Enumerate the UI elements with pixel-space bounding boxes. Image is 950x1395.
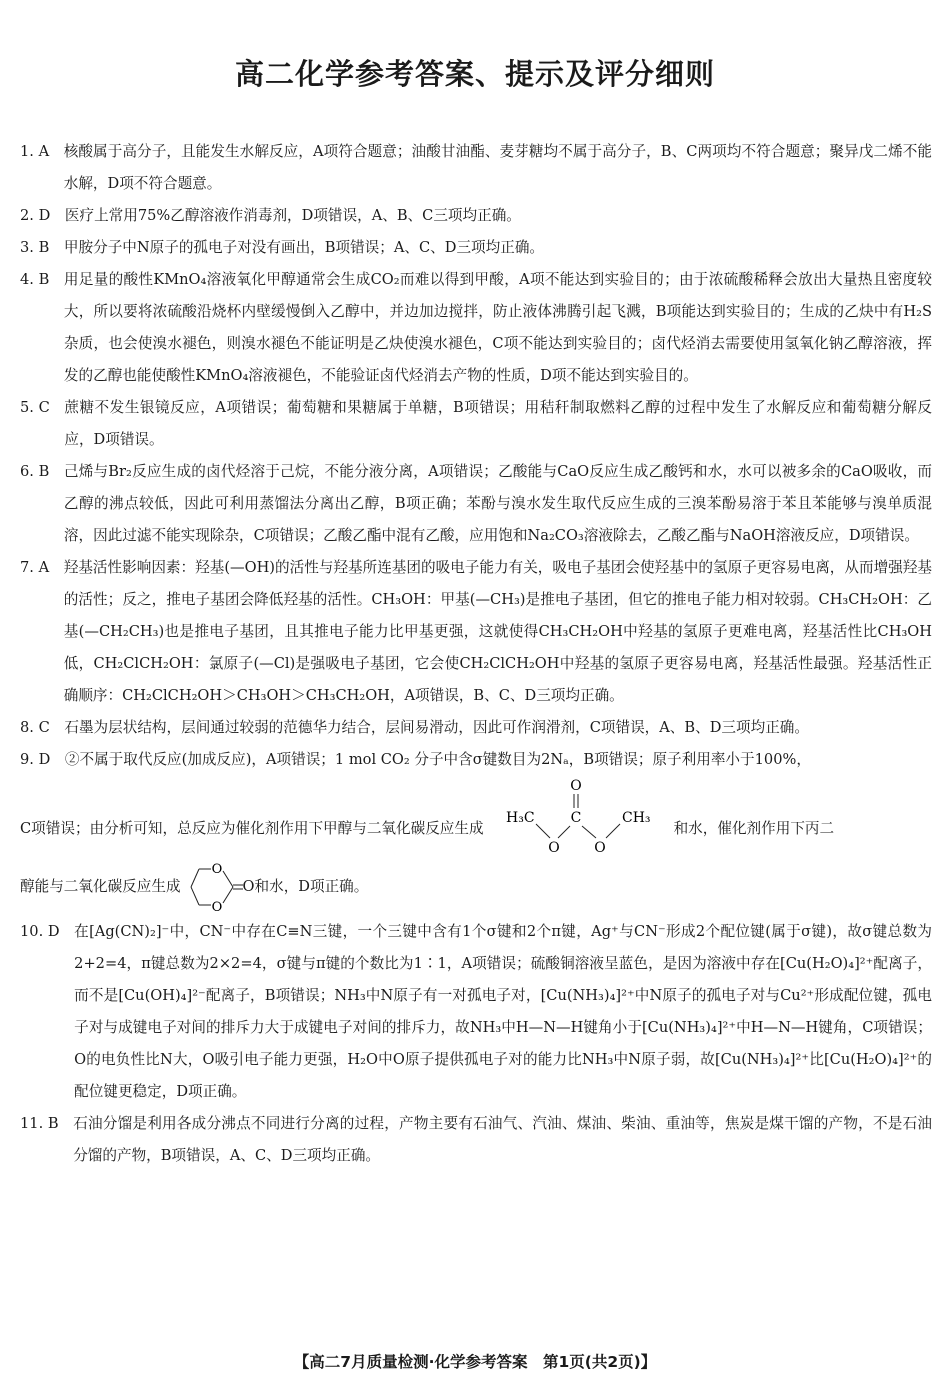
answer-text: 和水，催化剂作用下丙二 — [673, 820, 835, 837]
answer-text: 在[Ag(CN)₂]⁻中，CN⁻中存在C≡N三键，一个三键中含有1个σ键和2个π键，Ag⁺与CN⁻形成2个配位键(属于σ键)，故σ键总数为2+2=4，π键总数为2×2=4，σ键与π键的个数比为1∶1，A项错误；硫酸铜溶液呈蓝色，是因为溶液中存在[Cu(H₂O)₄]²⁺配离子，而不是[Cu(OH)₄]²⁻配离子，B项错误；NH₃中N原子有一对孤电子对，[Cu(NH₃)₄]²⁺中N原子的孤电子对与Cu²⁺形成配位键，孤电子对与成键电子对间的排斥力大于成键电子对间的排斥力，故NH₃中H—N—H键角小于[Cu(NH₃)₄]²⁺中H—N—H键角，C项错误；O的电负性比N大，O吸引电子能力更强，H₂O中O原子提供孤电子对的能力比NH₃中N原子弱，故[Cu(NH₃)₄]²⁺比[Cu(H₂O)₄]²⁺的配位键更稳定，D项正确。 — [74, 923, 932, 1100]
answer-item-9-line3 — [20, 858, 932, 916]
answer-list — [20, 136, 932, 1172]
cyclic-carbonate-structure — [187, 861, 243, 913]
answer-text: 己烯与Br₂反应生成的卤代烃溶于己烷，不能分液分离，A项错误；乙酸能与CaO反应生成乙酸钙和水，水可以被多余的CaO吸收，而乙醇的沸点较低，因此可利用蒸馏法分离出乙醇，B项正确；苯酚与溴水发生取代反应生成的三溴苯酚易溶于苯且苯能够与溴单质混溶，因此过滤不能实现除杂，C项错误；乙酸乙酯中混有乙酸，应用饱和Na₂CO₃溶液除去，乙酸乙酯与NaOH溶液反应，D项错误。 — [63, 463, 932, 544]
answer-number: 8. C — [20, 719, 50, 736]
answer-text: ②不属于取代反应(加成反应)，A项错误；1 mol CO₂ 分子中含σ键数目为2Nₐ，B项错误；原子利用率小于100%， — [64, 751, 811, 768]
answer-item — [20, 916, 932, 1108]
atom-label: O — [593, 840, 606, 856]
answer-text: 羟基活性影响因素：羟基(—OH)的活性与羟基所连基团的吸电子能力有关，吸电子基团会使羟基中的氢原子更容易电离，从而增强羟基的活性；反之，推电子基团会降低羟基的活性。CH₃OH：甲基(—CH₃)是推电子基团，但它的推电子能力相对较弱。CH₃CH₂OH：乙基(—CH₂CH₃)也是推电子基团，且其推电子能力比甲基更强，这就使得CH₃CH₂OH中羟基的氢原子更难电离，羟基活性比CH₃OH低，CH₂ClCH₂OH：氯原子(—Cl)是强吸电子基团，它会使CH₂ClCH₂OH中羟基的氢原子更容易电离，羟基活性最强。羟基活性正确顺序：CH₂ClCH₂OH＞CH₃OH＞CH₃CH₂OH，A项错误，B、C、D三项均正确。 — [63, 559, 932, 704]
answer-text: 甲胺分子中N原子的孤电子对没有画出，B项错误；A、C、D三项均正确。 — [63, 239, 545, 256]
answer-item-9-line2 — [20, 776, 932, 858]
answer-item — [20, 264, 932, 392]
answer-item — [20, 712, 932, 744]
atom-label: O — [211, 900, 222, 913]
answer-item — [20, 232, 932, 264]
answer-text: C项错误；由分析可知，总反应为催化剂作用下甲醇与二氧化碳反应生成 — [20, 820, 484, 837]
answer-text: 核酸属于高分子，且能发生水解反应，A项符合题意；油酸甘油酯、麦芽糖均不属于高分子，B、C两项均不符合题意；聚异戊二烯不能水解，D项不符合题意。 — [63, 143, 932, 192]
answer-number: 11. B — [20, 1115, 59, 1132]
answer-number: 4. B — [20, 271, 50, 288]
answer-number: 10. D — [20, 923, 60, 940]
answer-number: 7. A — [20, 559, 50, 576]
answer-text: O和水，D项正确。 — [242, 878, 369, 895]
answer-number: 2. D — [20, 207, 51, 224]
answer-text: 蔗糖不发生银镜反应，A项错误；葡萄糖和果糖属于单糖，B项错误；用秸秆制取燃料乙醇的过程中发生了水解反应和葡萄糖分解反应，D项错误。 — [64, 399, 932, 448]
answer-item — [20, 392, 932, 456]
answer-text: 石墨为层状结构，层间通过较弱的范德华力结合，层间易滑动，因此可作润滑剂，C项错误，A、B、D三项均正确。 — [64, 719, 809, 736]
answer-item — [20, 552, 932, 712]
answer-number: 3. B — [20, 239, 50, 256]
answer-number: 1. A — [20, 143, 50, 160]
atom-label: O — [547, 840, 560, 856]
answer-item — [20, 456, 932, 552]
answer-text: 医疗上常用75%乙醇溶液作消毒剂，D项错误，A、B、C三项均正确。 — [64, 207, 521, 224]
answer-item — [20, 1108, 932, 1172]
atom-label: H₃C — [505, 810, 535, 826]
answer-number: 5. C — [20, 399, 50, 416]
answer-item-9 — [20, 744, 932, 776]
answer-text: 用足量的酸性KMnO₄溶液氧化甲醇通常会生成CO₂而难以得到甲酸，A项不能达到实验目的；由于浓硫酸稀释会放出大量热且密度较大，所以要将浓硫酸沿烧杯内壁缓慢倒入乙醇中，并边加边搅拌，防止液体沸腾引起飞溅，B项能达到实验目的；生成的乙炔中有H₂S杂质，也会使溴水褪色，则溴水褪色不能证明是乙炔使溴水褪色，C项不能达到实验目的；卤代烃消去需要使用氢氧化钠乙醇溶液，挥发的乙醇也能使酸性KMnO₄溶液褪色，不能验证卤代烃消去产物的性质，D项不能达到实验目的。 — [63, 271, 932, 384]
atom-label: C — [570, 810, 581, 826]
atom-label: O — [569, 778, 582, 794]
answer-text: 醇能与二氧化碳反应生成 — [20, 878, 181, 895]
answer-item — [20, 136, 932, 200]
answer-number: 6. B — [20, 463, 50, 480]
atom-label: CH₃ — [621, 810, 651, 826]
page-footer: 【高二7月质量检测·化学参考答案 第1页(共2页)】 — [293, 1353, 657, 1371]
answer-text: 石油分馏是利用各成分沸点不同进行分离的过程，产物主要有石油气、汽油、煤油、柴油、重油等，焦炭是煤干馏的产物，不是石油分馏的产物，B项错误，A、C、D三项均正确。 — [73, 1115, 932, 1164]
dimethyl-carbonate-structure — [492, 776, 662, 858]
answer-number: 9. D — [20, 751, 51, 768]
answer-item — [20, 200, 932, 232]
page-title: 高二化学参考答案、提示及评分细则 — [234, 57, 715, 91]
atom-label: O — [211, 862, 222, 877]
